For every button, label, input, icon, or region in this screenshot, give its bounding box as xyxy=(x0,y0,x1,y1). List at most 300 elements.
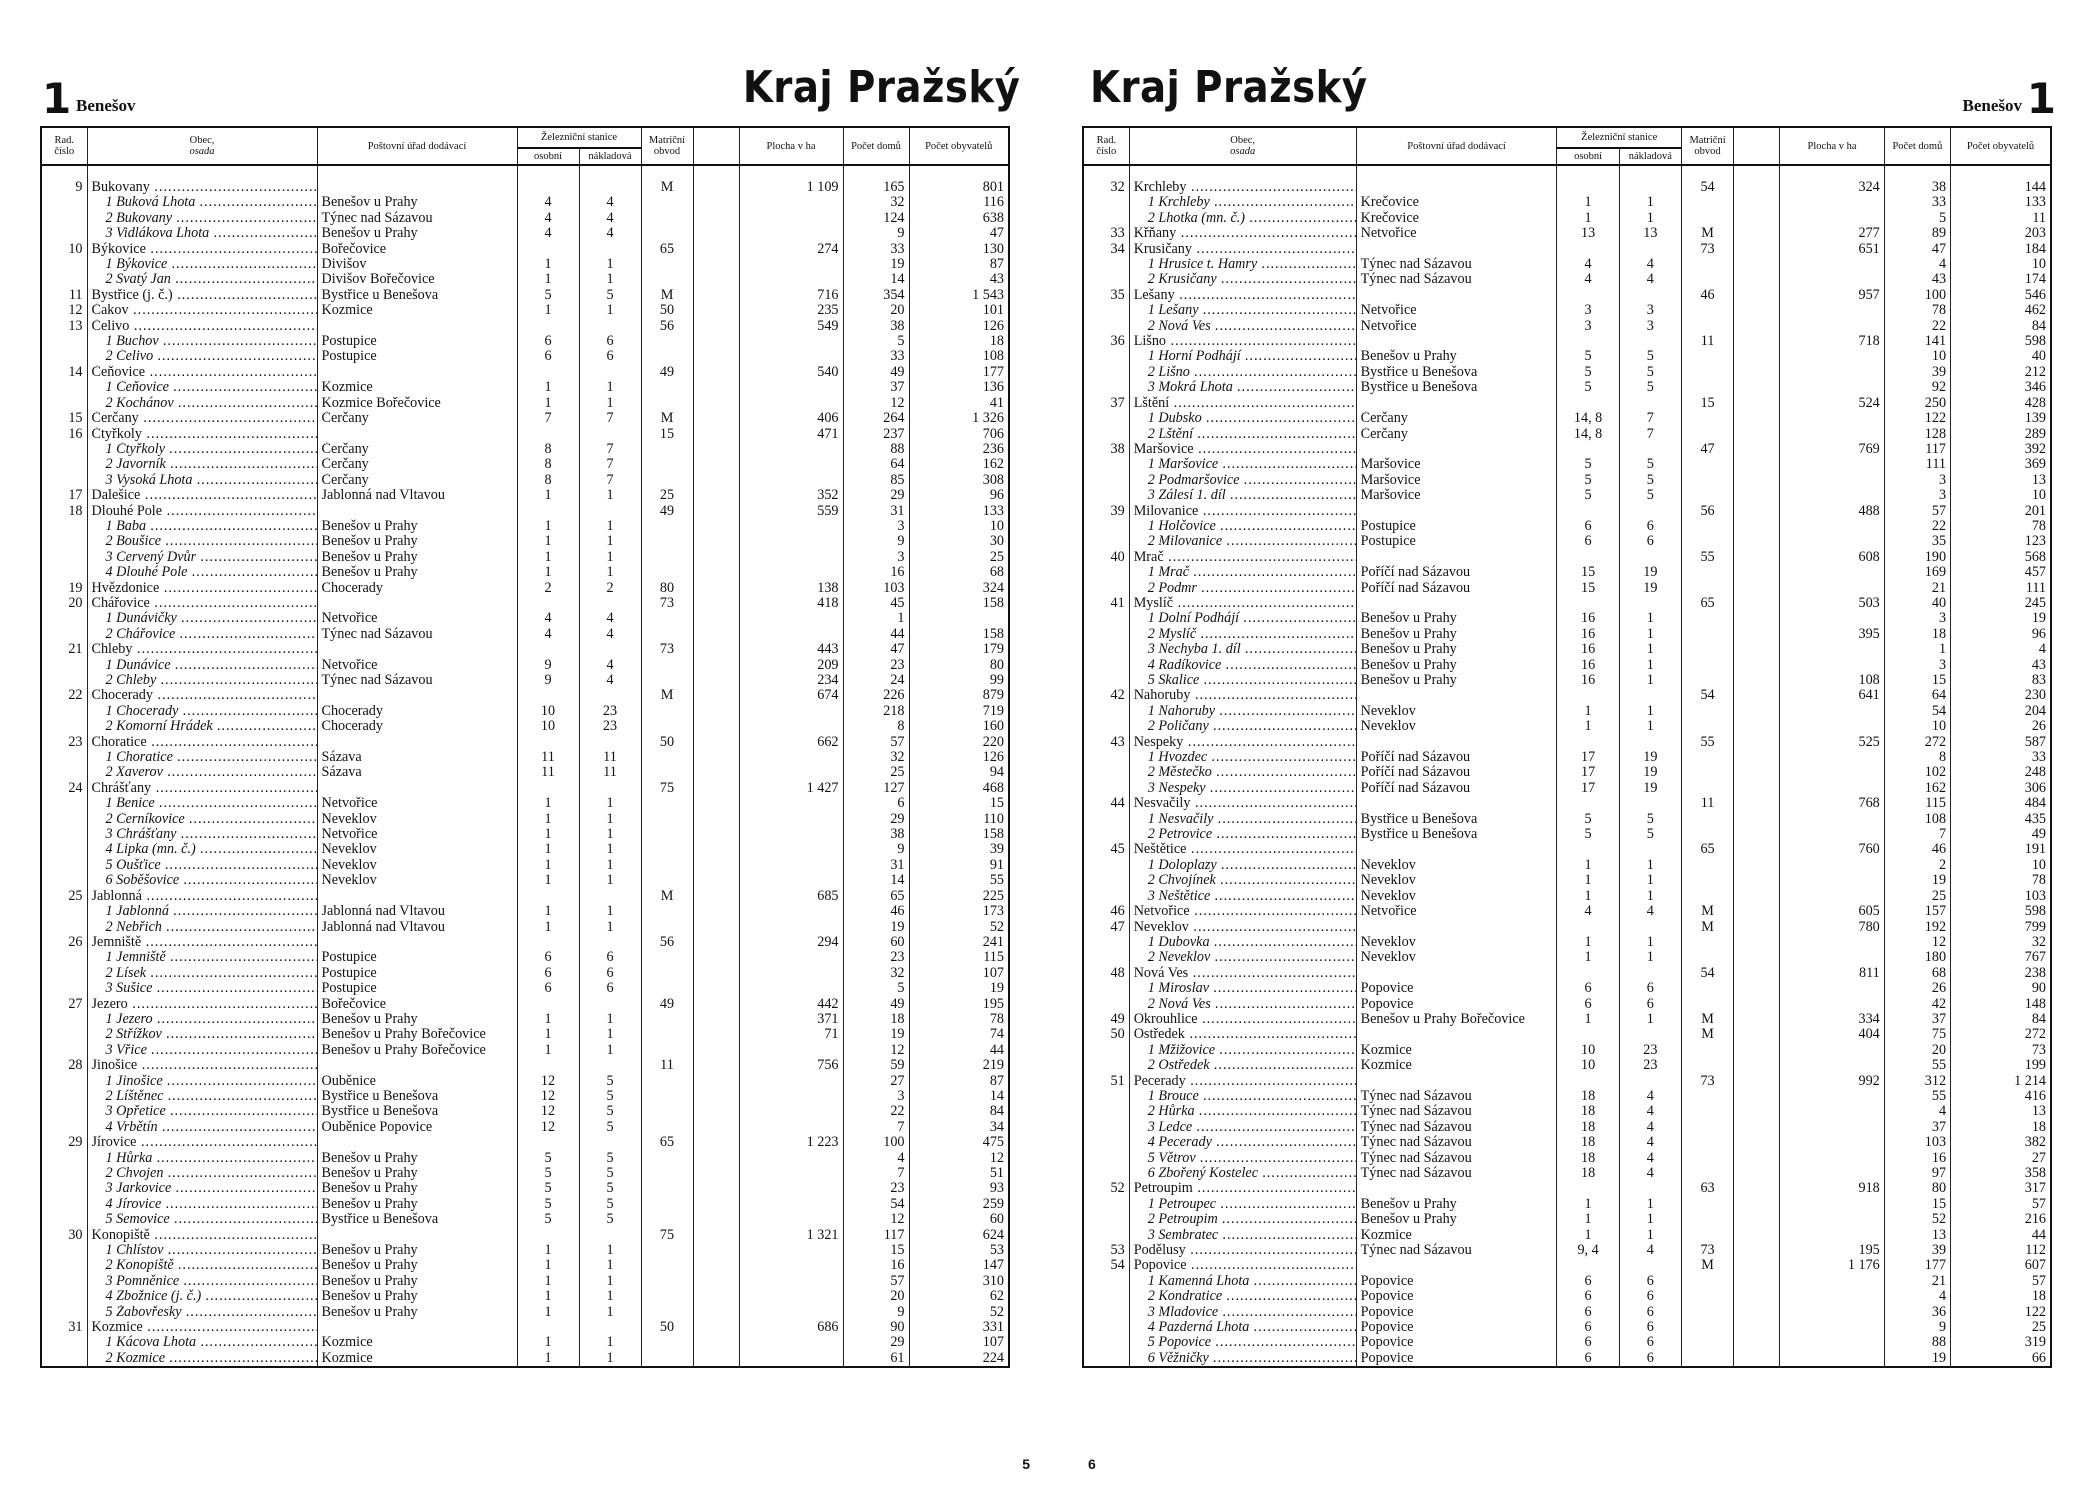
blank-cell xyxy=(1734,997,1780,1012)
settlement-row xyxy=(1083,765,2051,780)
station-freight: 6 xyxy=(579,334,641,349)
place-name: 2 Petroupim ..... xyxy=(1129,1212,1356,1227)
population: 13 xyxy=(1951,1104,2051,1119)
station-freight xyxy=(579,935,641,950)
area-ha: 294 xyxy=(739,935,843,950)
blank-cell xyxy=(693,704,739,719)
blank-cell xyxy=(693,781,739,796)
post-office: Benešov u Prahy xyxy=(317,1166,517,1181)
house-count: 33 xyxy=(1884,195,1950,210)
post-office: Postupice xyxy=(317,966,517,981)
settlement-row xyxy=(1083,195,2051,210)
post-office: Týnec nad Sázavou xyxy=(1356,1089,1557,1104)
blank-cell xyxy=(1734,1243,1780,1258)
station-freight xyxy=(579,997,641,1012)
settlement-row xyxy=(1083,658,2051,673)
station-passenger: 1 xyxy=(517,1027,579,1042)
municipality-row xyxy=(1083,442,2051,457)
station-passenger: 1 xyxy=(517,380,579,395)
area-ha: 780 xyxy=(1780,920,1884,935)
place-name: 3 Nespeky ..... xyxy=(1129,781,1356,796)
blank-cell xyxy=(1734,1151,1780,1166)
house-count: 3 xyxy=(843,1089,909,1104)
population: 130 xyxy=(909,242,1009,257)
station-freight: 1 xyxy=(579,827,641,842)
house-count: 38 xyxy=(1884,165,1950,195)
registry-district xyxy=(1681,519,1733,534)
blank-cell xyxy=(693,1320,739,1335)
post-office: Benešov u Prahy xyxy=(1356,611,1557,626)
station-freight: 1 xyxy=(1619,195,1681,210)
row-number xyxy=(1083,765,1129,780)
population: 122 xyxy=(1951,1305,2051,1320)
station-freight xyxy=(1619,1181,1681,1196)
registry-district: M xyxy=(1681,904,1733,919)
house-count: 237 xyxy=(843,427,909,442)
station-freight: 3 xyxy=(1619,319,1681,334)
col-header-posta: Poštovní úřad dodávací xyxy=(1356,127,1557,165)
row-number xyxy=(41,827,87,842)
station-freight: 5 xyxy=(1619,473,1681,488)
blank-cell xyxy=(693,473,739,488)
municipality-row xyxy=(41,1058,1009,1073)
settlement-row xyxy=(1083,211,2051,226)
row-number xyxy=(1083,534,1129,549)
row-number xyxy=(1083,1228,1129,1243)
register-table xyxy=(40,126,1010,1368)
area-ha: 195 xyxy=(1780,1243,1884,1258)
area-ha xyxy=(1780,642,1884,657)
house-count: 65 xyxy=(843,889,909,904)
place-name: Dlouhé Pole ..... xyxy=(87,504,317,519)
place-name: 1 Maršovice ..... xyxy=(1129,457,1356,472)
station-passenger: 10 xyxy=(517,704,579,719)
row-number xyxy=(1083,1166,1129,1181)
station-freight: 19 xyxy=(1619,581,1681,596)
station-freight: 6 xyxy=(1619,1351,1681,1367)
station-passenger: 1 xyxy=(1557,950,1619,965)
registry-district xyxy=(641,1274,693,1289)
place-name: 5 Popovice ..... xyxy=(1129,1335,1356,1350)
station-freight: 4 xyxy=(1619,1243,1681,1258)
place-name: 3 Opřetice ..... xyxy=(87,1104,317,1119)
station-freight: 5 xyxy=(1619,380,1681,395)
station-passenger: 16 xyxy=(1557,642,1619,657)
blank-cell xyxy=(693,1305,739,1320)
house-count: 44 xyxy=(843,627,909,642)
settlement-row xyxy=(41,442,1009,457)
settlement-row xyxy=(41,1166,1009,1181)
row-number xyxy=(41,1212,87,1227)
population: 78 xyxy=(1951,873,2051,888)
station-passenger xyxy=(1557,1181,1619,1196)
blank-cell xyxy=(1734,211,1780,226)
settlement-row xyxy=(1083,704,2051,719)
area-ha: 1 223 xyxy=(739,1135,843,1150)
station-freight: 3 xyxy=(1619,303,1681,318)
population: 174 xyxy=(1951,272,2051,287)
settlement-row xyxy=(41,334,1009,349)
row-number xyxy=(41,550,87,565)
settlement-row xyxy=(41,966,1009,981)
settlement-row xyxy=(41,195,1009,210)
house-count: 9 xyxy=(843,1305,909,1320)
station-passenger: 11 xyxy=(517,750,579,765)
settlement-row xyxy=(41,627,1009,642)
population: 331 xyxy=(909,1320,1009,1335)
population: 587 xyxy=(1951,735,2051,750)
station-passenger xyxy=(1557,1027,1619,1042)
house-count: 115 xyxy=(1884,796,1950,811)
house-count: 25 xyxy=(1884,889,1950,904)
house-count: 117 xyxy=(1884,442,1950,457)
blank-cell xyxy=(1734,303,1780,318)
area-ha xyxy=(739,842,843,857)
blank-cell xyxy=(1734,704,1780,719)
row-number xyxy=(1083,211,1129,226)
registry-district: 50 xyxy=(641,735,693,750)
settlement-row xyxy=(1083,1151,2051,1166)
blank-cell xyxy=(693,581,739,596)
house-count: 38 xyxy=(843,827,909,842)
house-count: 12 xyxy=(843,396,909,411)
blank-cell xyxy=(693,827,739,842)
station-freight: 7 xyxy=(579,411,641,426)
station-freight: 5 xyxy=(579,288,641,303)
blank-cell xyxy=(1734,642,1780,657)
post-office: Netvořice xyxy=(1356,226,1557,241)
post-office: Sázava xyxy=(317,750,517,765)
row-number: 18 xyxy=(41,504,87,519)
population: 26 xyxy=(1951,719,2051,734)
col-header-nakladova: nákladová xyxy=(579,148,641,165)
post-office xyxy=(317,1058,517,1073)
registry-district xyxy=(641,257,693,272)
station-passenger: 1 xyxy=(517,920,579,935)
row-number xyxy=(41,565,87,580)
settlement-row xyxy=(41,904,1009,919)
post-office: Netvořice xyxy=(1356,904,1557,919)
house-count: 4 xyxy=(1884,257,1950,272)
station-freight: 4 xyxy=(579,627,641,642)
registry-district: 73 xyxy=(1681,242,1733,257)
section-number: 1 xyxy=(42,74,72,123)
area-ha xyxy=(739,1120,843,1135)
population: 195 xyxy=(909,997,1009,1012)
post-office xyxy=(317,935,517,950)
area-ha xyxy=(1780,519,1884,534)
station-passenger: 12 xyxy=(517,1089,579,1104)
population: 116 xyxy=(909,195,1009,210)
settlement-row xyxy=(1083,1135,2051,1150)
post-office: Benešov u Prahy xyxy=(317,565,517,580)
blank-cell xyxy=(693,1043,739,1058)
post-office: Neveklov xyxy=(1356,950,1557,965)
settlement-row xyxy=(1083,611,2051,626)
blank-cell xyxy=(1734,288,1780,303)
registry-district: 11 xyxy=(1681,334,1733,349)
row-number: 41 xyxy=(1083,596,1129,611)
blank-cell xyxy=(1734,1089,1780,1104)
registry-district: 54 xyxy=(1681,165,1733,195)
house-count: 60 xyxy=(843,935,909,950)
house-count: 38 xyxy=(843,319,909,334)
row-number xyxy=(1083,1197,1129,1212)
area-ha xyxy=(1780,565,1884,580)
station-freight xyxy=(1619,442,1681,457)
blank-cell xyxy=(693,658,739,673)
post-office xyxy=(317,889,517,904)
settlement-row xyxy=(1083,1212,2051,1227)
col-header-obec xyxy=(87,127,317,165)
row-number: 22 xyxy=(41,688,87,703)
house-count: 12 xyxy=(843,1212,909,1227)
post-office: Kozmice xyxy=(317,1335,517,1350)
area-ha xyxy=(739,1335,843,1350)
settlement-row xyxy=(41,842,1009,857)
row-number xyxy=(41,396,87,411)
region-title: Kraj Pražský xyxy=(1090,62,1368,113)
population: 18 xyxy=(909,334,1009,349)
row-number: 49 xyxy=(1083,1012,1129,1027)
settlement-row xyxy=(1083,812,2051,827)
post-office: Bystřice u Benešova xyxy=(317,1089,517,1104)
station-passenger: 6 xyxy=(1557,1289,1619,1304)
house-count: 20 xyxy=(1884,1043,1950,1058)
population: 13 xyxy=(1951,473,2051,488)
row-number xyxy=(41,473,87,488)
area-ha xyxy=(739,611,843,626)
blank-cell xyxy=(693,488,739,503)
registry-district: 65 xyxy=(1681,842,1733,857)
population: 259 xyxy=(909,1197,1009,1212)
house-count: 37 xyxy=(843,380,909,395)
station-passenger: 9, 4 xyxy=(1557,1243,1619,1258)
area-ha: 686 xyxy=(739,1320,843,1335)
population: 879 xyxy=(909,688,1009,703)
post-office xyxy=(1356,396,1557,411)
place-name: 1 Dubsko ..... xyxy=(1129,411,1356,426)
population: 147 xyxy=(909,1258,1009,1273)
place-name: 1 Hůrka ..... xyxy=(87,1151,317,1166)
municipality-row xyxy=(41,288,1009,303)
blank-cell xyxy=(693,349,739,364)
post-office: Čerčany xyxy=(317,473,517,488)
place-name: 1 Dubovka ..... xyxy=(1129,935,1356,950)
row-number xyxy=(1083,272,1129,287)
house-count: 22 xyxy=(1884,519,1950,534)
station-passenger: 4 xyxy=(517,627,579,642)
row-number xyxy=(41,1043,87,1058)
post-office: Benešov u Prahy xyxy=(317,226,517,241)
house-count: 52 xyxy=(1884,1212,1950,1227)
row-number xyxy=(41,1335,87,1350)
house-count: 19 xyxy=(1884,873,1950,888)
blank-cell xyxy=(693,365,739,380)
post-office: Chocerady xyxy=(317,581,517,596)
station-passenger: 1 xyxy=(517,1351,579,1367)
station-freight: 1 xyxy=(579,796,641,811)
place-name: Okrouhlice ..... xyxy=(1129,1012,1356,1027)
registry-district xyxy=(641,195,693,210)
registry-district: M xyxy=(1681,920,1733,935)
municipality-row xyxy=(1083,396,2051,411)
population: 15 xyxy=(909,796,1009,811)
place-name: 3 Vysoká Lhota ..... xyxy=(87,473,317,488)
blank-cell xyxy=(1734,504,1780,519)
row-number xyxy=(1083,858,1129,873)
row-number xyxy=(41,842,87,857)
blank-cell xyxy=(693,1335,739,1350)
station-freight: 6 xyxy=(579,981,641,996)
settlement-row xyxy=(1083,1197,2051,1212)
house-count: 55 xyxy=(1884,1089,1950,1104)
registry-district xyxy=(641,1305,693,1320)
registry-district xyxy=(641,858,693,873)
registry-district xyxy=(641,1043,693,1058)
station-passenger xyxy=(1557,396,1619,411)
area-ha xyxy=(739,473,843,488)
header-osada-text: osada xyxy=(1230,146,1256,157)
population: 598 xyxy=(1951,904,2051,919)
area-ha: 559 xyxy=(739,504,843,519)
house-count: 190 xyxy=(1884,550,1950,565)
settlement-row xyxy=(1083,781,2051,796)
station-freight: 1 xyxy=(1619,1197,1681,1212)
station-freight xyxy=(1619,966,1681,981)
blank-cell xyxy=(1734,673,1780,688)
station-passenger xyxy=(1557,504,1619,519)
station-passenger: 5 xyxy=(517,1197,579,1212)
post-office: Benešov u Prahy Bořečovice xyxy=(317,1043,517,1058)
place-name: 2 Kozmice ..... xyxy=(87,1351,317,1367)
place-name: 2 Podmaršovice ..... xyxy=(1129,473,1356,488)
station-passenger: 1 xyxy=(517,812,579,827)
registry-district xyxy=(641,673,693,688)
station-freight: 1 xyxy=(1619,658,1681,673)
post-office: Ouběnice Popovice xyxy=(317,1120,517,1135)
registry-district xyxy=(641,704,693,719)
house-count: 68 xyxy=(1884,966,1950,981)
blank-cell xyxy=(693,442,739,457)
place-name: Lštění ..... xyxy=(1129,396,1356,411)
settlement-row xyxy=(41,704,1009,719)
station-freight xyxy=(579,1320,641,1335)
house-count: 45 xyxy=(843,596,909,611)
row-number: 50 xyxy=(1083,1027,1129,1042)
post-office: Netvořice xyxy=(317,796,517,811)
blank-cell xyxy=(693,550,739,565)
page-number: 5 xyxy=(1022,1456,1030,1472)
station-passenger: 17 xyxy=(1557,765,1619,780)
station-passenger xyxy=(517,1058,579,1073)
area-ha xyxy=(739,534,843,549)
station-passenger: 16 xyxy=(1557,627,1619,642)
row-number xyxy=(41,1166,87,1181)
house-count: 88 xyxy=(1884,1335,1950,1350)
place-name: 1 Baba ..... xyxy=(87,519,317,534)
place-name: 1 Chocerady ..... xyxy=(87,704,317,719)
population: 11 xyxy=(1951,211,2051,226)
registry-district xyxy=(1681,1151,1733,1166)
registry-district xyxy=(641,611,693,626)
post-office: Kozmice Bořečovice xyxy=(317,396,517,411)
house-count: 124 xyxy=(843,211,909,226)
post-office: Týnec nad Sázavou xyxy=(1356,1104,1557,1119)
house-count: 27 xyxy=(843,1074,909,1089)
station-freight xyxy=(1619,1074,1681,1089)
settlement-row xyxy=(1083,1335,2051,1350)
station-freight: 23 xyxy=(1619,1058,1681,1073)
municipality-row xyxy=(41,411,1009,426)
row-number xyxy=(41,750,87,765)
area-ha: 918 xyxy=(1780,1181,1884,1196)
col-header-blank xyxy=(693,127,739,165)
house-count: 9 xyxy=(843,534,909,549)
population: 319 xyxy=(1951,1335,2051,1350)
house-count: 31 xyxy=(843,858,909,873)
area-ha xyxy=(1780,719,1884,734)
registry-district: 63 xyxy=(1681,1181,1733,1196)
blank-cell xyxy=(1734,658,1780,673)
station-freight xyxy=(1619,550,1681,565)
station-passenger: 17 xyxy=(1557,781,1619,796)
municipality-row xyxy=(1083,796,2051,811)
blank-cell xyxy=(1734,473,1780,488)
post-office: Benešov u Prahy Bořečovice xyxy=(1356,1012,1557,1027)
post-office xyxy=(1356,596,1557,611)
row-number xyxy=(41,349,87,364)
row-number xyxy=(41,1104,87,1119)
station-passenger xyxy=(517,427,579,442)
settlement-row xyxy=(41,950,1009,965)
place-name: 1 Jinošice ..... xyxy=(87,1074,317,1089)
station-freight: 23 xyxy=(579,704,641,719)
station-passenger: 1 xyxy=(1557,935,1619,950)
registry-district xyxy=(641,750,693,765)
place-name: Pecerady ..... xyxy=(1129,1074,1356,1089)
blank-cell xyxy=(1734,1104,1780,1119)
population: 25 xyxy=(909,550,1009,565)
settlement-row xyxy=(1083,349,2051,364)
house-count: 3 xyxy=(1884,488,1950,503)
municipality-row xyxy=(41,303,1009,318)
post-office: Bystřice u Benešova xyxy=(1356,812,1557,827)
station-passenger: 6 xyxy=(1557,1320,1619,1335)
house-count: 23 xyxy=(843,950,909,965)
station-passenger: 1 xyxy=(517,257,579,272)
station-freight: 5 xyxy=(1619,812,1681,827)
station-freight: 5 xyxy=(1619,488,1681,503)
post-office: Kozmice xyxy=(317,303,517,318)
blank-cell xyxy=(693,1289,739,1304)
registry-district xyxy=(641,334,693,349)
registry-district xyxy=(641,1104,693,1119)
house-count: 29 xyxy=(843,1335,909,1350)
post-office: Maršovice xyxy=(1356,488,1557,503)
house-count: 90 xyxy=(843,1320,909,1335)
row-number xyxy=(1083,565,1129,580)
place-name: 1 Horní Podhájí ..... xyxy=(1129,349,1356,364)
settlement-row xyxy=(41,920,1009,935)
row-number xyxy=(41,211,87,226)
house-count: 3 xyxy=(843,519,909,534)
population: 57 xyxy=(1951,1197,2051,1212)
blank-cell xyxy=(1734,596,1780,611)
row-number: 54 xyxy=(1083,1258,1129,1273)
area-ha xyxy=(739,457,843,472)
row-number xyxy=(41,195,87,210)
